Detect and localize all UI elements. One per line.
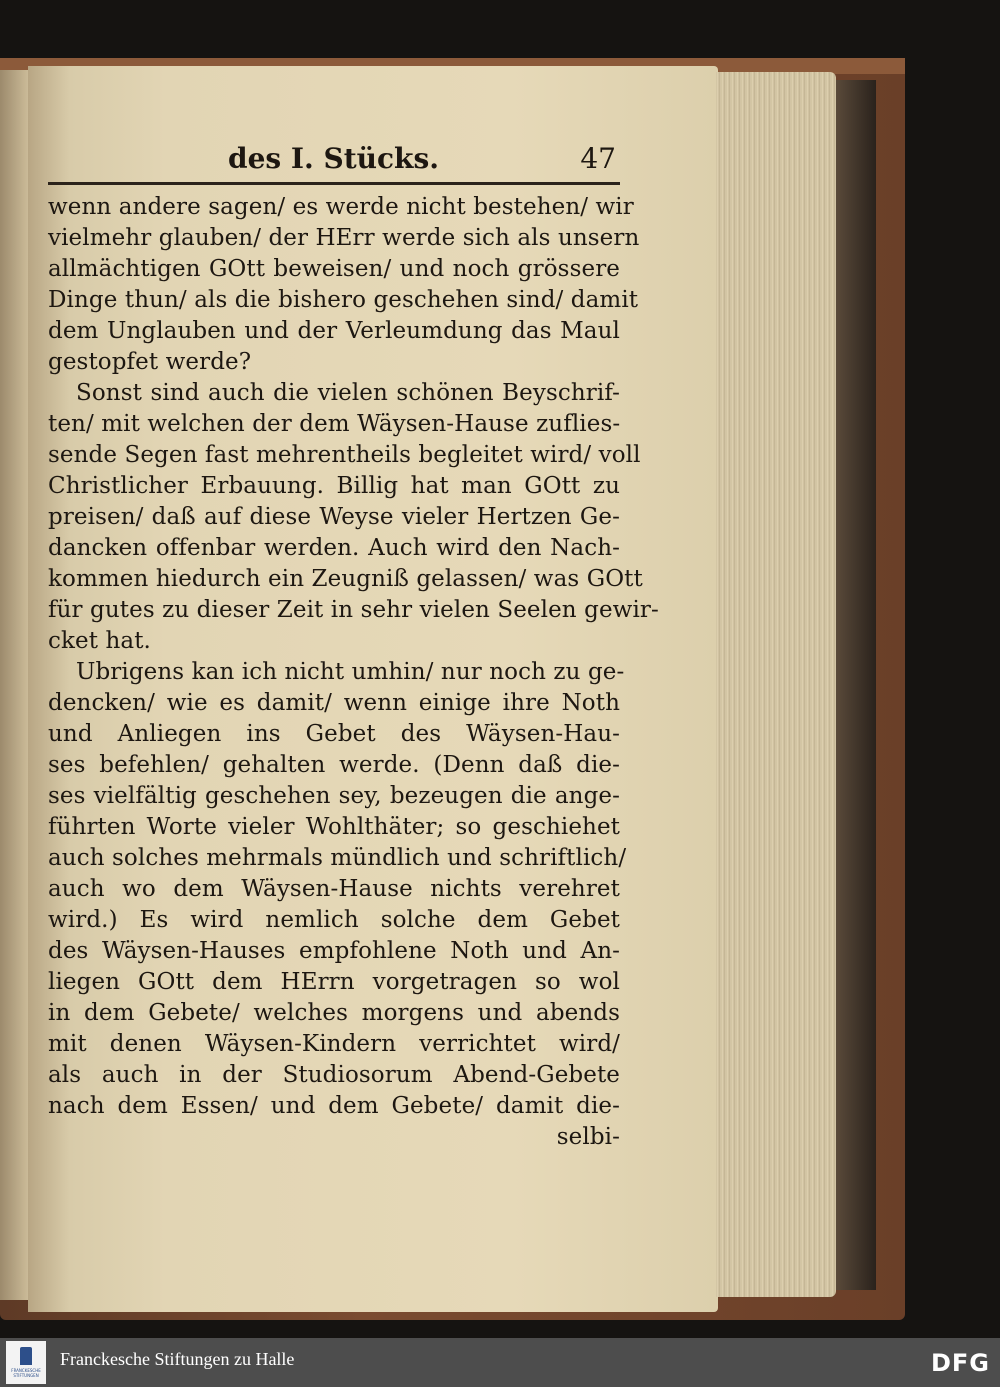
text-line: für gutes zu dieser Zeit in sehr vielen Seelen gewir- [48, 597, 659, 623]
text-line: preisen/ daß auf diese Weyse vieler Hertzen Ge- [48, 504, 620, 530]
viewer-footer [0, 1338, 1000, 1387]
text-line: in dem Gebete/ welches morgens und abends [48, 1000, 620, 1026]
text-line: cket hat. [48, 628, 151, 654]
text-line: dem Unglauben und der Verleumdung das Maul [48, 318, 620, 344]
text-line: führten Worte vieler Wohlthäter; so geschiehet [48, 814, 620, 840]
facing-page-edge [0, 70, 28, 1300]
page-text-block [48, 140, 659, 1150]
text-line: Dinge thun/ als die bishero geschehen sind/ damit [48, 287, 639, 313]
text-line: gestopfet werde? [48, 349, 252, 375]
header-rule [48, 182, 620, 185]
text-line: liegen GOtt dem HErrn vorgetragen so wol [48, 969, 620, 995]
running-title: des I. Stücks. [228, 142, 439, 175]
text-line: selbi- [556, 1124, 620, 1150]
institution-logo [6, 1341, 46, 1384]
page-header [48, 140, 620, 180]
text-line: Christlicher Erbauung. Billig hat man GOtt zu [48, 473, 620, 499]
page-fore-edge [716, 72, 836, 1297]
text-line: des Wäysen-Hauses empfohlene Noth und An- [48, 938, 620, 964]
logo-emblem-icon [20, 1347, 32, 1365]
text-line: vielmehr glauben/ der HErr werde sich als unsern [48, 225, 640, 251]
text-line: wenn andere sagen/ es werde nicht bestehen/ wir [48, 194, 634, 220]
text-lines [48, 192, 659, 1153]
text-line: mit denen Wäysen-Kindern verrichtet wird/ [48, 1031, 620, 1057]
text-line: ten/ mit welchen der dem Wäysen-Hause zuflies- [48, 411, 621, 437]
text-line: als auch in der Studiosorum Abend-Gebete [48, 1062, 620, 1088]
dfg-logo: DFG [930, 1349, 990, 1377]
text-line: ses vielfältig geschehen sey, bezeugen die ange- [48, 783, 620, 809]
fore-edge-shadow [836, 80, 876, 1290]
text-line: Sonst sind auch die vielen schönen Beyschrif- [76, 380, 620, 406]
text-line: sende Segen fast mehrentheils begleitet wird/ voll [48, 442, 641, 468]
page-number: 47 [580, 142, 616, 175]
text-line: ses befehlen/ gehalten werde. (Denn daß die- [48, 752, 620, 778]
logo-text: FRANCKESCHE STIFTUNGEN [11, 1368, 41, 1378]
text-line: allmächtigen GOtt beweisen/ und noch grössere [48, 256, 620, 282]
text-line: kommen hiedurch ein Zeugniß gelassen/ was GOtt [48, 566, 643, 592]
text-line: Ubrigens kan ich nicht umhin/ nur noch zu ge- [76, 659, 625, 685]
text-line: auch solches mehrmals mündlich und schriftlich/ [48, 845, 627, 871]
institution-name: Franckesche Stiftungen zu Halle [60, 1349, 295, 1369]
text-line: dancken offenbar werden. Auch wird den Nach- [48, 535, 620, 561]
text-line: und Anliegen ins Gebet des Wäysen-Hau- [48, 721, 620, 747]
text-line: wird.) Es wird nemlich solche dem Gebet [48, 907, 620, 933]
text-line: auch wo dem Wäysen-Hause nichts verehret [48, 876, 620, 902]
text-line: dencken/ wie es damit/ wenn einige ihre Noth [48, 690, 620, 716]
text-line: nach dem Essen/ und dem Gebete/ damit die- [48, 1093, 620, 1119]
